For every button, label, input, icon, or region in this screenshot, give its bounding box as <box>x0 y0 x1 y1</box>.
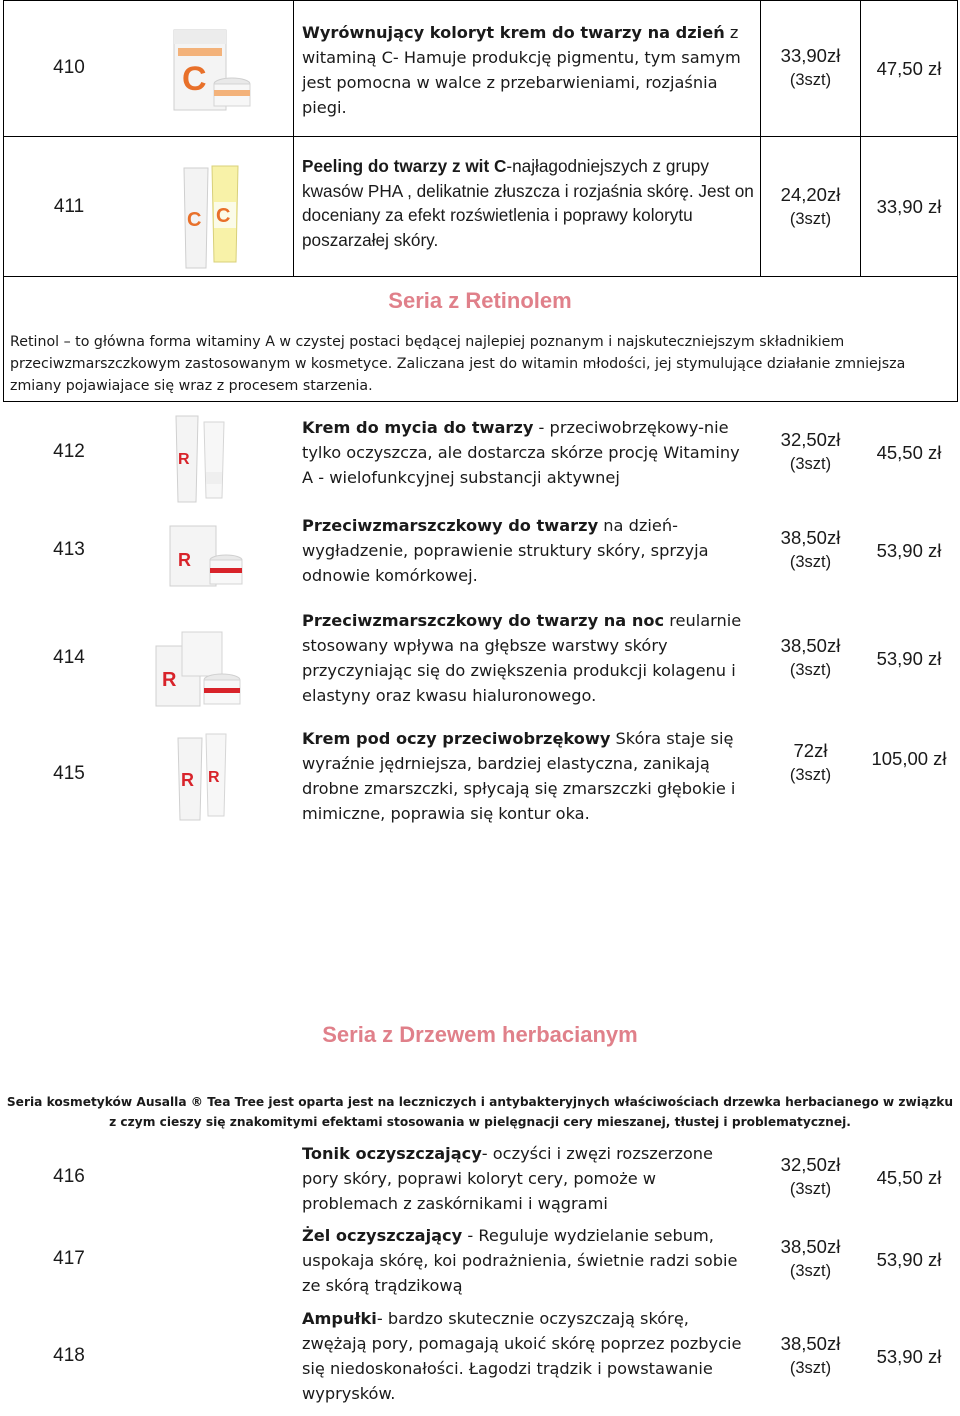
price-cell <box>761 1142 860 1212</box>
unit-price: 38,50zł <box>780 1236 841 1257</box>
unit-price: 38,50zł <box>780 527 841 548</box>
retail-price: 45,50 zł <box>876 1166 942 1188</box>
product-details: - oczyści i zwęzi rozszerzone pory skóry, poprawi koloryt cery, pomoże w problemach z zaskórnikami i wągrami <box>302 1143 713 1213</box>
product-image-retinol-day-cream <box>166 520 246 592</box>
product-number: 416 <box>53 1166 85 1187</box>
product-name: Krem pod oczy przeciwobrzękowy <box>302 729 611 748</box>
pack-size: (3szt) <box>789 766 832 784</box>
unit-price: 38,50zł <box>780 1333 841 1354</box>
pack-size: (3szt) <box>789 455 832 473</box>
product-name: Wyrównujący koloryt krem do twarzy na dzień <box>302 23 725 42</box>
product-description <box>294 1140 760 1216</box>
series-intro-line-1: Seria kosmetyków Ausalla ® Tea Tree jest oparta jest na leczniczych i antybakteryjnych właściwościach drzewka herbacianego w związku <box>6 1095 954 1109</box>
pack-size: (3szt) <box>789 553 832 571</box>
unit-price: 72zł <box>793 740 828 761</box>
product-number: 418 <box>53 1345 85 1366</box>
price-cell <box>761 608 860 708</box>
retail-price: 47,50 zł <box>876 57 942 79</box>
product-name: Żel oczyszczający <box>302 1225 463 1245</box>
pack-size: (3szt) <box>789 209 832 228</box>
product-details: - bardzo skutecznie oczyszczają skórę, zwężają pory, pomagają ukoić skórę poprzez pozbycie się niedoskonałości. Łagodzi trądzik i powstawanie wyprysków. <box>302 1309 742 1403</box>
product-image-vitamin-c-peeling <box>178 162 244 274</box>
product-description <box>294 724 760 828</box>
pack-size: (3szt) <box>789 1180 832 1198</box>
product-image-retinol-eye-cream <box>172 730 238 824</box>
product-name: Ampułki <box>302 1309 377 1328</box>
price-cell <box>761 738 860 798</box>
product-name: Peeling do twarzy z wit C <box>302 156 507 176</box>
product-details: reularnie stosowany wpływa na głębsze warstwy skóry przyczyniając się do zwiększenia produkcji kolagenu i elastyny oraz kwasu hialuronowego. <box>302 611 742 705</box>
unit-price: 24,20zł <box>780 183 841 205</box>
product-number: 415 <box>53 763 85 784</box>
product-details: -najłagodniejszych z grupy kwasów PHA , delikatnie złuszcza i rozjaśnia skórę. Jest on doceniany za efekt rozświetlenia i poprawy kolorytu poszarzałej skóry. <box>302 156 754 250</box>
product-details: na dzień- wygładzenie, poprawienie struktury skóry, sprzyja odnowie komórkowej. <box>302 515 709 585</box>
price-cell <box>761 137 860 276</box>
retail-price: 45,50 zł <box>876 441 942 463</box>
unit-price: 32,50zł <box>780 1154 841 1175</box>
unit-price: 32,50zł <box>780 429 841 450</box>
svg-text:C: C <box>187 209 202 231</box>
pack-size: (3szt) <box>789 1359 832 1377</box>
unit-price: 38,50zł <box>780 635 841 656</box>
series-title: Seria z Retinolem <box>388 288 572 313</box>
series-intro: Retinol – to główna forma witaminy A w czystej postaci będącej najlepiej poznanym i najskuteczniejszym składnikiem przeciwzmarszczkowym zastosowanym w kosmetyce. Zaliczana jest do witamin młodości, jej stymulujące działanie zmniejsza zmiany pojawiajace się wraz z procesem starzenia. <box>10 334 906 394</box>
svg-text:C: C <box>216 205 231 227</box>
retail-price: 105,00 zł <box>871 748 947 769</box>
product-name: Przeciwzmarszczkowy do twarzy <box>302 515 599 535</box>
product-number: 417 <box>53 1248 85 1269</box>
svg-text:R: R <box>178 451 190 468</box>
product-description <box>294 412 760 492</box>
price-cell <box>761 1224 860 1294</box>
product-details: - Reguluje wydzielanie sebum, uspokaja skórę, koi podrażnienia, świetnie radzi sobie ze skórą trądzikową <box>302 1225 738 1295</box>
svg-text:R: R <box>181 770 194 790</box>
product-description <box>294 1222 760 1298</box>
product-number: 410 <box>53 57 85 78</box>
product-number: 414 <box>53 647 85 668</box>
price-cell <box>761 1306 860 1406</box>
svg-text:C: C <box>182 60 207 98</box>
product-description <box>294 148 760 262</box>
retail-price: 33,90 zł <box>876 196 942 217</box>
retail-price: 53,90 zł <box>876 539 942 561</box>
pack-size: (3szt) <box>789 661 832 679</box>
product-image-vitamin-c-cream <box>168 24 252 116</box>
product-description <box>294 1304 760 1408</box>
svg-text:R: R <box>162 669 177 691</box>
product-description <box>294 510 760 590</box>
svg-text:R: R <box>178 550 191 570</box>
product-name: Przeciwzmarszczkowy do twarzy na noc <box>302 611 665 630</box>
product-details: - przeciwobrzękowy-nie tylko oczyszcza, ale dostarcza skórze procję Witaminy A - wielofunkcyjnej substancji aktywnej <box>302 417 740 487</box>
product-number: 411 <box>53 195 85 217</box>
product-name: Tonik oczyszczający <box>302 1143 482 1163</box>
price-cell <box>761 0 860 136</box>
product-image-retinol-night-cream <box>148 622 248 714</box>
svg-text:R: R <box>208 769 220 786</box>
price-cell <box>761 408 860 496</box>
unit-price: 33,90zł <box>780 45 841 66</box>
product-details: Skóra staje się wyraźnie jędrniejsza, bardziej elastyczna, zanikają drobne zmarszczki, spłycają się zmarszczki głębokie i mimiczne, poprawia się kontur oka. <box>302 729 736 823</box>
product-details: z witaminą C- Hamuje produkcję pigmentu, tym samym jest pomocna w walce z przebarwieniami, rozjaśnia piegi. <box>302 23 741 117</box>
product-number: 412 <box>53 441 85 462</box>
product-description <box>294 606 760 710</box>
pack-size: (3szt) <box>789 1262 832 1280</box>
product-name: Krem do mycia do twarzy <box>302 417 534 437</box>
series-intro-line-2: z czym cieszy się znakomitymi efektami stosowania w pielęgnacji cery mieszanej, tłustej i problematycznej. <box>109 1115 851 1129</box>
series-title: Seria z Drzewem herbacianym <box>322 1022 638 1047</box>
product-image-retinol-cleanser <box>168 412 240 504</box>
retail-price: 53,90 zł <box>876 647 942 669</box>
product-number: 413 <box>53 539 85 560</box>
retail-price: 53,90 zł <box>876 1345 942 1367</box>
product-description <box>294 12 760 124</box>
retail-price: 53,90 zł <box>876 1248 942 1270</box>
pack-size: (3szt) <box>789 71 832 89</box>
price-cell <box>761 506 860 594</box>
